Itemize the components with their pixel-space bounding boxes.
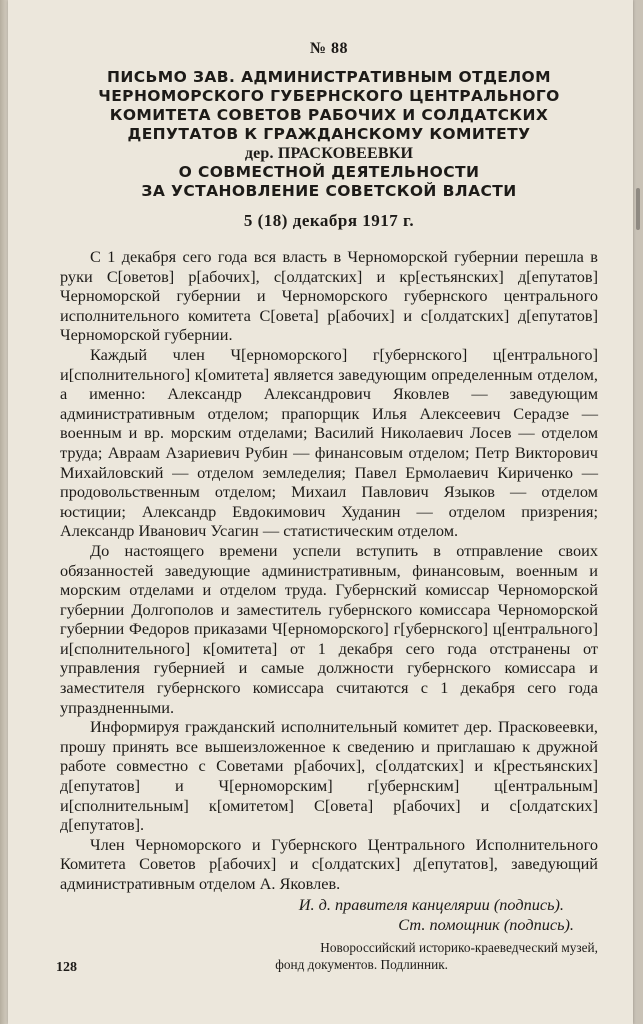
title-line: ЗА УСТАНОВЛЕНИЕ СОВЕТСКОЙ ВЛАСТИ	[141, 182, 517, 200]
title-line: ПИСЬМО ЗАВ. АДМИНИСТРАТИВНЫМ ОТДЕЛОМ	[107, 68, 551, 86]
paragraph: Член Черноморского и Губернского Центрального Исполнительного Комитета Советов р[абочих] и с[олдатских] д[епутатов], заведующий административным отделом А. Яковлев.	[60, 834, 598, 893]
paragraph: С 1 декабря сего года вся власть в Черноморской губернии перешла в руки С[оветов] р[абочих], с[олдатских] и кр[естьянских] д[епутатов] Черноморской губернии и Черноморского губернского центрального исполнительного комитета С[овета] р[абочих] и с[олдатских] д[епутатов] Черноморской губернии.	[60, 247, 598, 345]
archive-line: Новороссийский историко-краеведческий музей,	[320, 939, 598, 955]
archive-reference	[60, 939, 598, 973]
title-line: КОМИТЕТА СОВЕТОВ РАБОЧИХ И СОЛДАТСКИХ	[109, 106, 549, 124]
page-left-edge	[0, 0, 8, 1024]
paragraph: Информируя гражданский исполнительный комитет дер. Прасковеевки, прошу принять все вышеизложенное к сведению и приглашаю к дружной работе совместно с Советами р[абочих], с[олдатских] и к[рестьянских] д[епутатов] и Ч[ерноморским] г[убернским] ц[ентральным] и[сполнительным] к[омитетом] С[овета] р[абочих] и с[олдатских] д[епутатов].	[60, 717, 598, 835]
document-title	[60, 68, 598, 201]
scrollbar-thumb[interactable]	[636, 188, 640, 230]
title-line: ЧЕРНОМОРСКОГО ГУБЕРНСКОГО ЦЕНТРАЛЬНОГО	[98, 87, 560, 105]
title-line: ДЕПУТАТОВ К ГРАЖДАНСКОМУ КОМИТЕТУ	[127, 125, 531, 143]
document-number: № 88	[309, 40, 349, 57]
signature-line: И. д. правителя канцелярии (подпись).	[298, 894, 564, 914]
document-page	[8, 0, 633, 1024]
document-date: 5 (18) декабря 1917 г.	[243, 211, 415, 230]
page-number: 128	[56, 960, 77, 975]
title-line: О СОВМЕСТНОЙ ДЕЯТЕЛЬНОСТИ	[178, 163, 480, 181]
paragraph: До настоящего времени успели вступить в отправление своих обязанностей заведующие административным, финансовым, военным и морским отделами и отделом труда. Губернский комиссар Черноморской губернии Долгополов и заместитель губернского комиссара Черноморской губернии Федоров приказами Ч[ерноморского] г[убернского] ц[ентрального] и[сполнительного] к[омитета] от 1 декабря сего года отстранены от управления губернией и самые должности губернского комиссара и заместителя губернского комиссара считаются с 1 декабря сего года упраздненными.	[60, 540, 598, 717]
archive-line: фонд документов. Подлинник.	[275, 956, 448, 972]
signatures	[60, 895, 598, 935]
document-content	[60, 40, 598, 973]
signature-line: Ст. помощник (подпись).	[398, 914, 574, 934]
paragraph: Каждый член Ч[ерноморского] г[убернского] ц[ентрального] и[сполнительного] к[омитета] является заведующим определенным отделом, а именно: Александр Александрович Яковлев — заведующим административным отделом; прапорщик Илья Алексеевич Серадзе — военным и вр. морским отделами; Василий Николаевич Лосев — отделом труда; Авраам Азариевич Рубин — финансовым отделом; Петр Викторович Михайловский — отделом земледелия; Павел Ермолаевич Кириченко — продовольственным отделом; Михаил Павлович Языков — отделом юстиции; Александр Евдокимович Худанин — отделом призрения; Александр Иванович Усагин — статистическим отделом.	[60, 344, 598, 541]
title-line: дер. ПРАСКОВЕЕВКИ	[244, 145, 414, 162]
